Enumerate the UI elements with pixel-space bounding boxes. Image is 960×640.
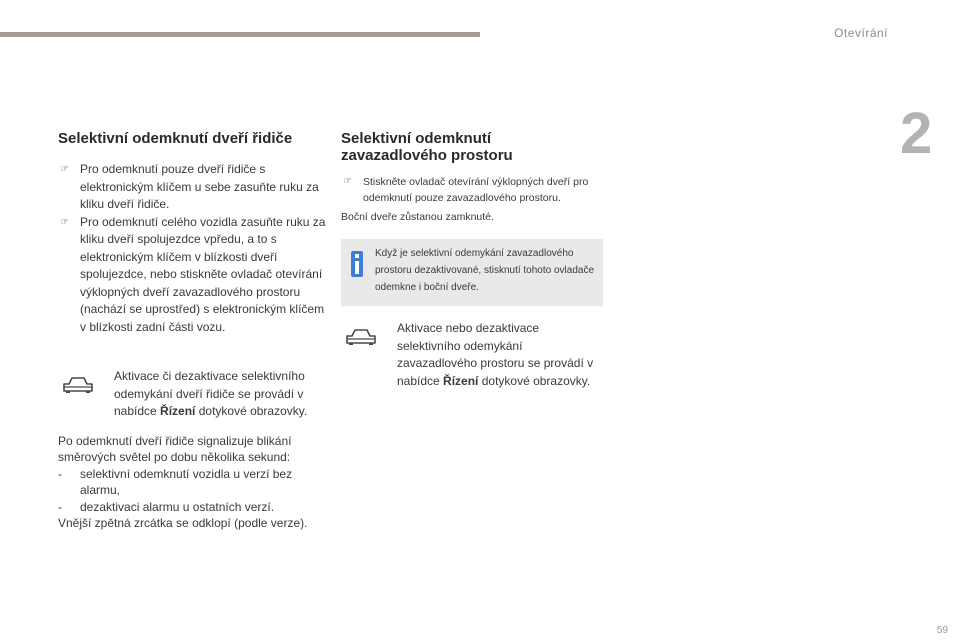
left-note-text: Aktivace či dezaktivace selektivního odemykání dveří řidiče se provádí v nabídce Řízení dotykové obrazovky. — [114, 369, 308, 418]
info-text: Když je selektivní odemykání zavazadlového prostoru dezaktivované, stisknutí tohoto ovladače odemkne i boční dveře. — [375, 248, 595, 293]
car-icon — [62, 376, 94, 394]
page-number: 59 — [936, 625, 948, 636]
left-after-para: Po odemknutí dveří řidiče signalizuje blikání směrových světel po dobu několika sekund: — [58, 433, 292, 464]
header-bar — [0, 32, 480, 37]
left-section-title: Selektivní odemknutí dveří řidiče — [58, 130, 293, 147]
left-bullet-1 — [58, 161, 326, 214]
left-final-para: Vnější zpětná zrcátka se odklopí (podle verze). — [58, 516, 308, 530]
right-bullet — [341, 174, 603, 206]
right-para: Boční dveře zůstanou zamknuté. — [341, 211, 494, 223]
info-icon — [351, 251, 363, 277]
menu-name: Řízení — [443, 373, 479, 388]
chapter-number: 2 — [900, 101, 933, 166]
left-bullet-1-text: Pro odemknutí pouze dveří řidiče s elektronickým klíčem u sebe zasuňte ruku za kliku dveří řidiče. — [80, 162, 319, 211]
right-bullet-text: Stiskněte ovladač otevírání výklopných dveří pro odemknutí pouze zavazadlového prostoru. — [363, 176, 589, 204]
pointer-icon: ☞ — [343, 176, 352, 187]
right-note-text: Aktivace nebo dezaktivace selektivního odemykání zavazadlového prostoru se provádí v nabídce Řízení dotykové obrazovky. — [397, 321, 594, 388]
pointer-icon: ☞ — [60, 216, 69, 228]
left-bullet-2-text: Pro odemknutí celého vozidla zasuňte ruku za kliku dveří spolujezdce vpředu, a to s elektronickým klíčem v blízkosti dveří spolujezdce, nebo stiskněte ovladač otevírání výklopných dveří zavazadlového prostoru (nachází se uprostřed) s elektronickým klíčem v blízkosti zadní části vozu. — [80, 214, 326, 334]
pointer-icon: ☞ — [60, 164, 69, 175]
car-icon — [345, 328, 377, 346]
right-note — [341, 320, 603, 390]
menu-name: Řízení — [160, 404, 196, 418]
left-column — [58, 130, 326, 532]
right-column — [341, 130, 603, 390]
left-bullet-list — [58, 161, 326, 336]
info-box — [341, 239, 603, 306]
chapter-title: Otevírání — [834, 26, 888, 40]
left-dash-1: - selektivní odemknutí vozidla u verzí bez alarmu, — [58, 466, 293, 497]
left-bullet-2 — [58, 214, 326, 337]
right-section-title: Selektivní odemknutí zavazadlového prostoru — [341, 130, 513, 164]
left-dash-2: - dezaktivaci alarmu u ostatních verzí. — [58, 499, 275, 514]
left-note — [58, 368, 326, 421]
